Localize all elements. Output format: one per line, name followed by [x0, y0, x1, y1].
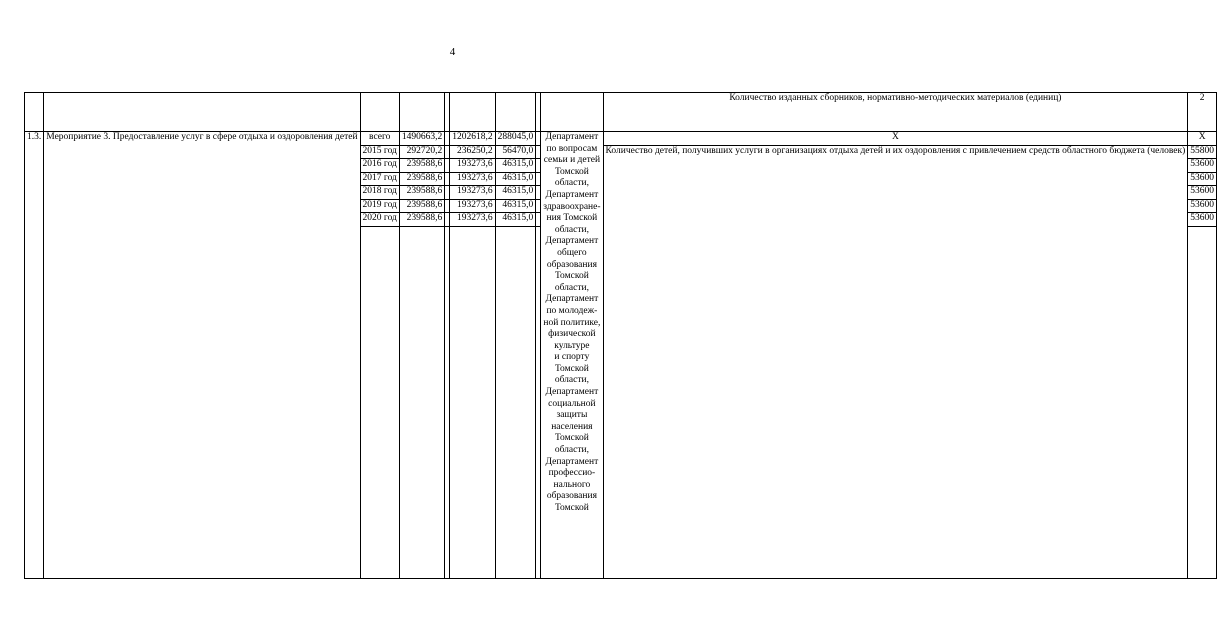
- executor-line: Департамент: [545, 456, 599, 467]
- executor-line: Департамент: [545, 387, 599, 398]
- regional-cell: 236250,2: [450, 145, 495, 159]
- empty-cell: [450, 226, 495, 578]
- item-name-cell: Мероприятие 3. Предоставление услуг в сфере отдыха и оздоровления детей: [44, 132, 360, 579]
- empty-cell: [536, 159, 541, 173]
- empty-cell: [536, 213, 541, 227]
- regional-cell: 1202618,2: [450, 132, 495, 146]
- indicator-value-cell: 55800: [1188, 145, 1217, 159]
- empty-cell: [536, 172, 541, 186]
- executor-line: культуре: [554, 340, 590, 351]
- item-number-cell: 1.3.: [25, 132, 44, 579]
- executor-line: Департамент: [545, 132, 599, 142]
- executor-line: области,: [554, 445, 589, 456]
- indicator-cell: Количество детей, получивших услуги в организациях отдыха детей и их оздоровления с привлечением средств областного бюджета (человек): [603, 145, 1188, 578]
- executor-line: по вопросам: [546, 143, 598, 154]
- empty-cell: [495, 93, 536, 132]
- empty-cell: [44, 93, 360, 132]
- executor-line: области,: [554, 375, 589, 386]
- period-cell: 2016 год: [360, 159, 399, 173]
- executor-line: физической: [548, 329, 596, 340]
- executor-line: Томской: [554, 433, 589, 444]
- executor-line: по молодеж-: [546, 305, 598, 316]
- executor-line: населения: [551, 421, 593, 432]
- empty-cell: [536, 186, 541, 200]
- period-cell: всего: [360, 132, 399, 146]
- executor-line: общего: [557, 247, 587, 258]
- total-cell: 239588,6: [399, 159, 444, 173]
- executor-line: Томской: [554, 271, 589, 282]
- executor-line: Департамент: [545, 236, 599, 247]
- empty-cell: [399, 226, 444, 578]
- indicator-value-cell: 2: [1188, 93, 1217, 132]
- empty-cell: [360, 93, 399, 132]
- executor-line: нального: [553, 479, 591, 490]
- executor-line: образования: [546, 259, 597, 270]
- local-cell: 46315,0: [495, 172, 536, 186]
- executor-line: защиты: [556, 410, 588, 421]
- page-number: 4: [449, 46, 456, 58]
- regional-cell: 193273,6: [450, 213, 495, 227]
- empty-cell: [360, 226, 399, 578]
- local-cell: 46315,0: [495, 159, 536, 173]
- regional-cell: 193273,6: [450, 186, 495, 200]
- empty-cell: [25, 93, 44, 132]
- indicator-cell: Количество изданных сборников, нормативно-методических материалов (единиц): [603, 93, 1188, 132]
- empty-cell: [1188, 226, 1217, 578]
- local-cell: 46315,0: [495, 213, 536, 227]
- indicator-value-cell: 53600: [1188, 186, 1217, 200]
- executor-line: области,: [554, 178, 589, 189]
- indicator-value-cell: 53600: [1188, 199, 1217, 213]
- executor-line: области,: [554, 224, 589, 235]
- period-cell: 2018 год: [360, 186, 399, 200]
- executor-cell: [541, 132, 603, 579]
- indicator-value-cell: 53600: [1188, 159, 1217, 173]
- period-cell: 2019 год: [360, 199, 399, 213]
- executor-line: профессио-: [548, 468, 596, 479]
- executor-line: области,: [554, 282, 589, 293]
- period-cell: 2017 год: [360, 172, 399, 186]
- period-cell: 2015 год: [360, 145, 399, 159]
- regional-cell: 193273,6: [450, 172, 495, 186]
- executor-line: здравоохране-: [543, 201, 601, 212]
- table-row: [25, 93, 1217, 132]
- executor-line: Томской: [554, 503, 589, 513]
- total-cell: 239588,6: [399, 186, 444, 200]
- executor-line: Томской: [554, 363, 589, 374]
- executor-line: семьи и детей: [543, 155, 601, 166]
- period-cell: 2020 год: [360, 213, 399, 227]
- regional-cell: 193273,6: [450, 159, 495, 173]
- local-cell: 46315,0: [495, 199, 536, 213]
- local-cell: 46315,0: [495, 186, 536, 200]
- local-cell: 288045,0: [495, 132, 536, 146]
- executor-line: Департамент: [545, 294, 599, 305]
- executor-line: ной политике,: [543, 317, 601, 328]
- executor-line: ния Томской: [546, 213, 598, 224]
- empty-cell: [399, 93, 444, 132]
- table-row: [25, 132, 1217, 146]
- indicator-value-cell: 53600: [1188, 172, 1217, 186]
- value-x-cell: Х: [1188, 132, 1217, 146]
- empty-cell: [536, 199, 541, 213]
- empty-cell: [450, 93, 495, 132]
- program-table: [24, 92, 1217, 579]
- total-cell: 239588,6: [399, 199, 444, 213]
- regional-cell: 193273,6: [450, 199, 495, 213]
- indicator-value-cell: 53600: [1188, 213, 1217, 227]
- empty-cell: [536, 145, 541, 159]
- indicator-x-cell: Х: [603, 132, 1188, 146]
- total-cell: 239588,6: [399, 172, 444, 186]
- executor-line: Томской: [554, 166, 589, 177]
- local-cell: 56470,0: [495, 145, 536, 159]
- total-cell: 292720,2: [399, 145, 444, 159]
- executor-line: образования: [546, 491, 597, 502]
- executor-line: Департамент: [545, 189, 599, 200]
- executor-line: и спорту: [554, 352, 590, 363]
- executor-line: социальной: [548, 398, 596, 409]
- total-cell: 239588,6: [399, 213, 444, 227]
- total-cell: 1490663,2: [399, 132, 444, 146]
- empty-cell: [536, 226, 541, 578]
- empty-cell: [541, 93, 603, 132]
- empty-cell: [495, 226, 536, 578]
